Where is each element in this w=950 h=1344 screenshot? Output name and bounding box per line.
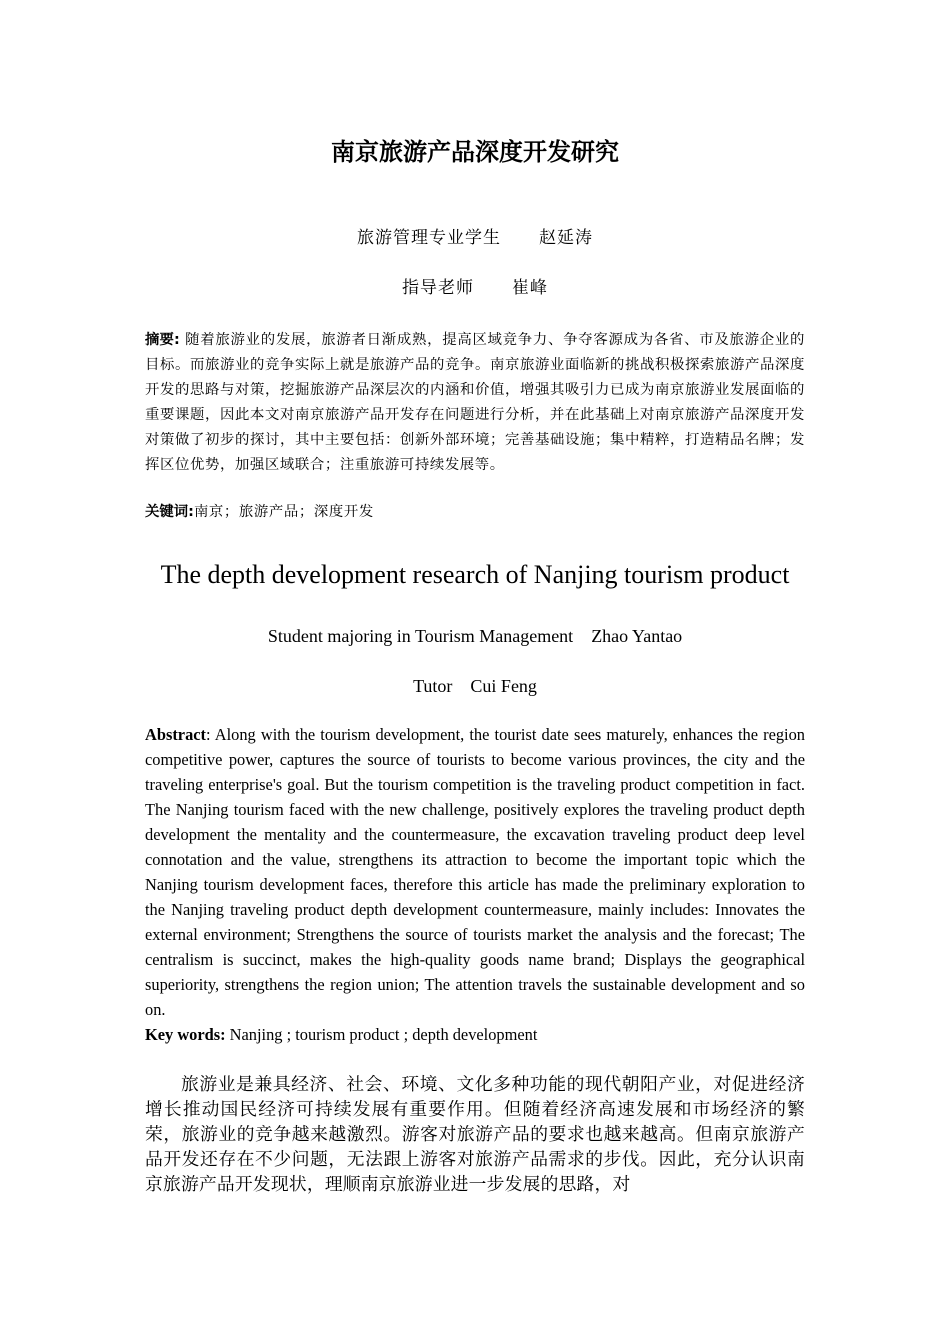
chinese-author-role: 旅游管理专业学生 (357, 228, 501, 248)
chinese-tutor-role: 指导老师 (402, 278, 474, 298)
english-author-role: Student majoring in Tourism Management (267, 626, 574, 646)
chinese-tutor-line (0, 276, 950, 300)
chinese-abstract-text: 随着旅游业的发展，旅游者日渐成熟，提高区域竞争力、争夺客源成为各省、市及旅游企业的目标。而旅游业的竞争实际上就是旅游产品的竞争。南京旅游业面临新的挑战积极探索旅游产品深度开发的思路与对策，挖掘旅游产品深层次的内涵和价值，增强其吸引力已成为南京旅游业发展面临的重要课题，因此本文对南京旅游产品开发存在问题进行分析，并在此基础上对南京旅游产品深度开发对策做了初步的探讨，其中主要包括：创新外部环境；完善基础设施；集中精粹，打造精品名牌；发挥区位优势，加强区域联合；注重旅游可持续发展等。 (145, 332, 805, 473)
english-keywords (145, 1022, 805, 1047)
chinese-abstract (145, 328, 805, 478)
english-author-line (0, 623, 950, 649)
chinese-title: 南京旅游产品深度开发研究 (331, 138, 619, 166)
english-author-name: Zhao Yantao (591, 626, 683, 646)
chinese-tutor-name: 崔峰 (512, 278, 548, 298)
chinese-abstract-label: 摘要: (145, 332, 180, 348)
chinese-keywords (145, 500, 805, 525)
english-abstract-text: : Along with the tourism development, the tourist date sees maturely, enhances the region competitive power, captures the source of tourists to become various provinces, the city and the traveling enterprise's goal. But the tourism competition is the traveling product competition in fact. The Nanjing tourism faced with the new challenge, positively explores the traveling product depth development the mentality and the countermeasure, the excavation traveling product deep level connotation and the value, strengthens its attraction to become the important topic which the Nanjing tourism development faces, therefore this article has made the preliminary exploration to the Nanjing traveling product depth development countermeasure, mainly includes: Innovates the external environment; Strengthens the source of tourists market the analysis and the forecast; The centralism is succinct, makes the high-quality goods name brand; Displays the geographical superiority, strengthens the region union; The attention travels the sustainable development and so on. (145, 725, 805, 1019)
english-tutor-name: Cui Feng (470, 676, 537, 696)
english-abstract-label: Abstract (145, 725, 206, 744)
chinese-author-line (0, 226, 950, 250)
chinese-keywords-text: 南京；旅游产品；深度开发 (193, 504, 374, 520)
english-tutor-line (0, 673, 950, 699)
english-keywords-text: Nanjing ; tourism product ; depth development (225, 1025, 538, 1044)
english-tutor-role: Tutor (413, 676, 453, 696)
english-abstract (145, 722, 805, 1022)
english-title: The depth development research of Nanjing tourism product (160, 560, 790, 589)
chinese-author-name: 赵延涛 (539, 228, 593, 248)
english-keywords-label: Key words: (145, 1025, 226, 1044)
chinese-keywords-label: 关键词: (145, 504, 194, 520)
body-paragraph: 旅游业是兼具经济、社会、环境、文化多种功能的现代朝阳产业，对促进经济增长推动国民经济可持续发展有重要作用。但随着经济高速发展和市场经济的繁荣，旅游业的竞争越来越激烈。游客对旅游产品的要求也越来越高。但南京旅游产品开发还存在不少问题，无法跟上游客对旅游产品需求的步伐。因此，充分认识南京旅游产品开发现状，理顺南京旅游业进一步发展的思路，对 (145, 1074, 805, 1195)
